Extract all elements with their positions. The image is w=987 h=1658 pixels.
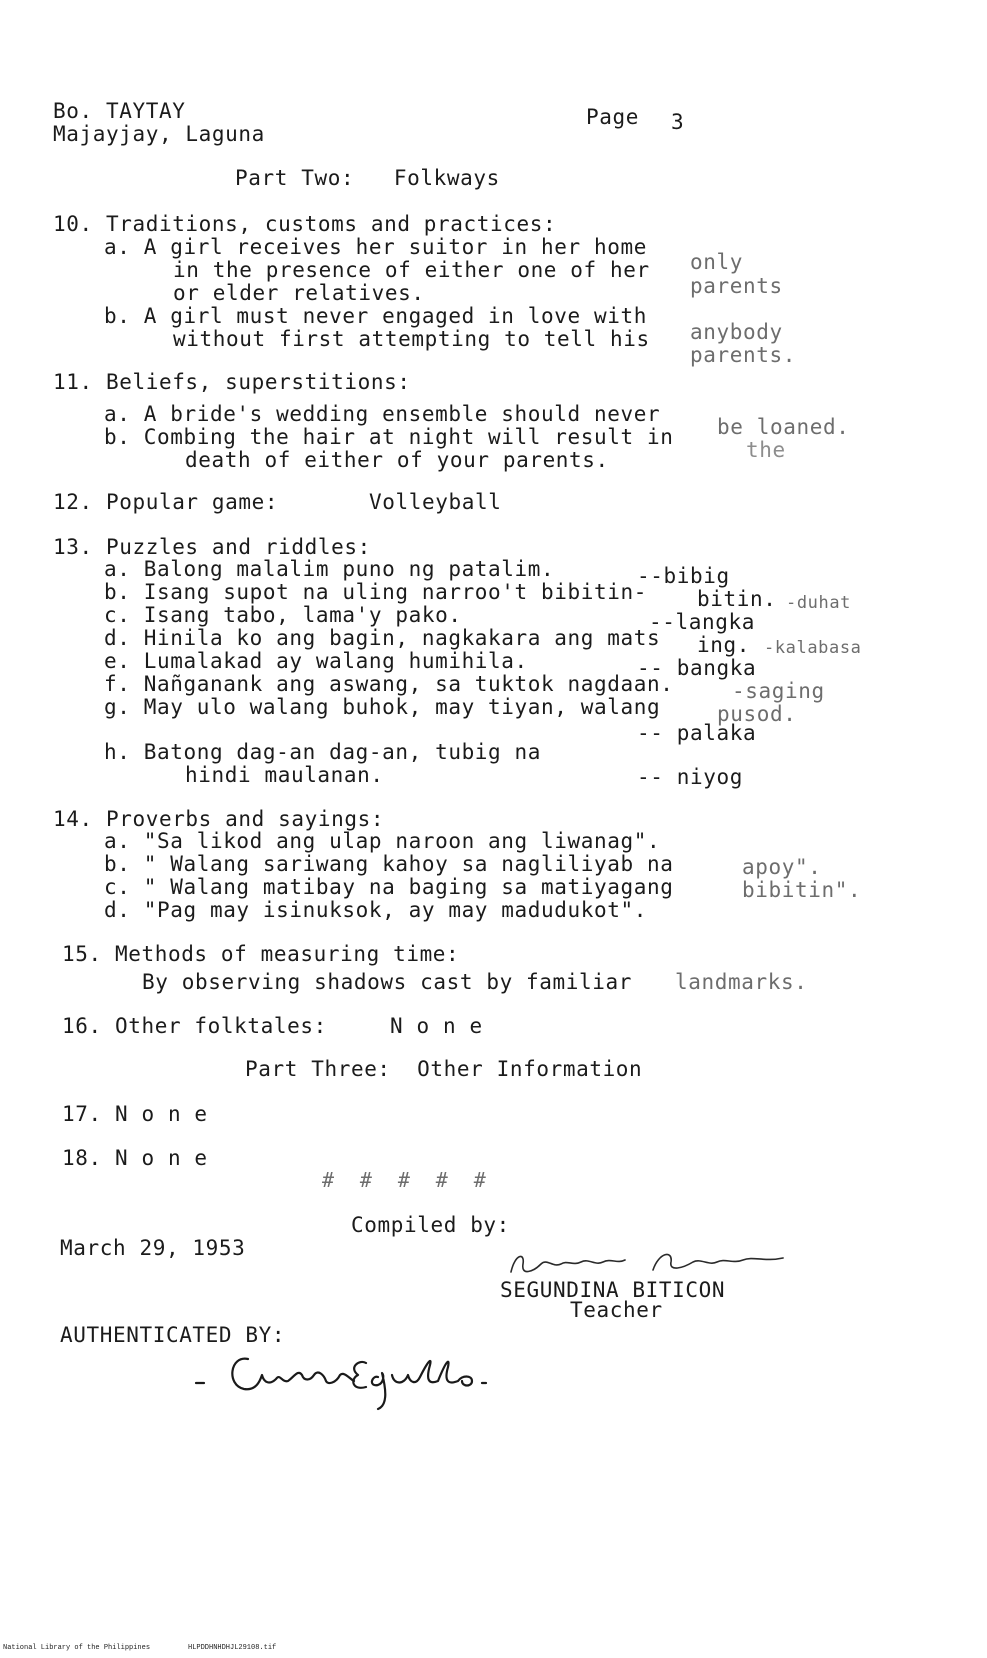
proverb-c: c. " Walang matibay na baging sa matiyagang: [104, 875, 674, 899]
s10-item-a-line2: in the presence of either one of her: [173, 258, 650, 282]
proverb-d: d. "Pag may isinuksok, ay may madudukot".: [104, 898, 647, 922]
part-two-title: Part Two: Folkways: [235, 166, 500, 190]
riddle-d-answer: ing.: [697, 633, 750, 657]
time-method-margin: landmarks.: [675, 970, 808, 994]
section-18: 18. N o n e: [62, 1146, 208, 1170]
s11-b-margin: the: [746, 438, 786, 462]
riddle-d-margin: -kalabasa: [764, 638, 862, 658]
riddle-e-answer: -- bangka: [637, 656, 757, 680]
proverb-c-margin: bibitin".: [742, 878, 862, 902]
riddle-a-answer: --bibig: [637, 564, 730, 588]
riddle-g-margin: pusod.: [717, 702, 797, 726]
section-16-label: 16. Other folktales:: [62, 1014, 327, 1038]
folktales-value: N o n e: [390, 1014, 483, 1038]
s10-a-margin-1: only: [690, 250, 743, 274]
page-label: Page: [586, 105, 639, 129]
riddle-h-line1: h. Batong dag-an dag-an, tubig na: [104, 740, 542, 764]
s10-item-a-line1: a. A girl receives her suitor in her home: [104, 235, 647, 259]
s10-item-b-line1: b. A girl must never engaged in love with: [104, 304, 647, 328]
riddle-d: d. Hinila ko ang bagin, nagkakara ang mats: [104, 626, 661, 650]
compiled-by-label: Compiled by:: [351, 1213, 510, 1237]
date: March 29, 1953: [60, 1236, 246, 1260]
separator: # # # # #: [322, 1168, 487, 1192]
time-method-text: By observing shadows cast by familiar: [142, 970, 632, 994]
riddle-c: c. Isang tabo, lama'y pako.: [104, 603, 462, 627]
s11-item-a: a. A bride's wedding ensemble should never: [104, 402, 661, 426]
section-10-heading: 10. Traditions, customs and practices:: [53, 212, 557, 236]
town-name: Majayjay, Laguna: [53, 122, 265, 146]
riddle-h-line2: hindi maulanan.: [185, 763, 384, 787]
section-14-heading: 14. Proverbs and sayings:: [53, 807, 385, 831]
s11-item-b-line1: b. Combing the hair at night will result in: [104, 425, 674, 449]
proverb-b-margin: apoy".: [742, 855, 822, 879]
compiler-title: Teacher: [570, 1298, 663, 1322]
riddle-f: f. Nañganank ang aswang, sa tuktok nagdaan.: [104, 672, 674, 696]
riddle-a: a. Balong malalim puno ng patalim.: [104, 557, 555, 581]
riddle-h-answer: -- niyog: [637, 765, 743, 789]
s11-item-b-line2: death of either of your parents.: [185, 448, 609, 472]
s10-a-margin-2: parents: [690, 274, 783, 298]
riddle-g: g. May ulo walang buhok, may tiyan, walang: [104, 695, 661, 719]
s10-b-margin-2: parents.: [690, 343, 796, 367]
riddle-g-answer: -- palaka: [637, 721, 757, 745]
section-13-heading: 13. Puzzles and riddles:: [53, 535, 371, 559]
compiler-signature: [503, 1242, 803, 1282]
riddle-b-margin: -duhat: [786, 593, 852, 613]
s10-item-b-line2: without first attempting to tell his: [173, 327, 650, 351]
riddle-e: e. Lumalakad ay walang humihila.: [104, 649, 528, 673]
riddle-c-answer: --langka: [649, 610, 755, 634]
file-id-footer: HLPDDHNHDHJL29108.tif: [188, 1644, 277, 1652]
library-footer: National Library of the Philippines: [3, 1644, 151, 1652]
section-12-label: 12. Popular game:: [53, 490, 279, 514]
riddle-b: b. Isang supot na uling narroo't bibitin-: [104, 580, 647, 604]
part-three-title: Part Three: Other Information: [245, 1057, 643, 1081]
proverb-a: a. "Sa likod ang ulap naroon ang liwanag".: [104, 829, 661, 853]
s11-a-margin: be loaned.: [717, 415, 850, 439]
s10-b-margin-1: anybody: [690, 320, 783, 344]
popular-game-value: Volleyball: [369, 490, 502, 514]
riddle-f-answer: -saging: [732, 679, 825, 703]
s10-item-a-line3: or elder relatives.: [173, 281, 425, 305]
authenticated-by-label: AUTHENTICATED BY:: [60, 1323, 286, 1347]
compiler-name: SEGUNDINA BITICON: [500, 1278, 726, 1302]
riddle-b-answer: bitin.: [697, 587, 777, 611]
authenticator-signature: [190, 1345, 560, 1415]
proverb-b: b. " Walang sariwang kahoy sa nagliliyab na: [104, 852, 674, 876]
page-number: 3: [671, 110, 685, 134]
section-17: 17. N o n e: [62, 1102, 208, 1126]
barrio-name: Bo. TAYTAY: [53, 99, 186, 123]
section-15-heading: 15. Methods of measuring time:: [62, 942, 460, 966]
section-11-heading: 11. Beliefs, superstitions:: [53, 370, 411, 394]
